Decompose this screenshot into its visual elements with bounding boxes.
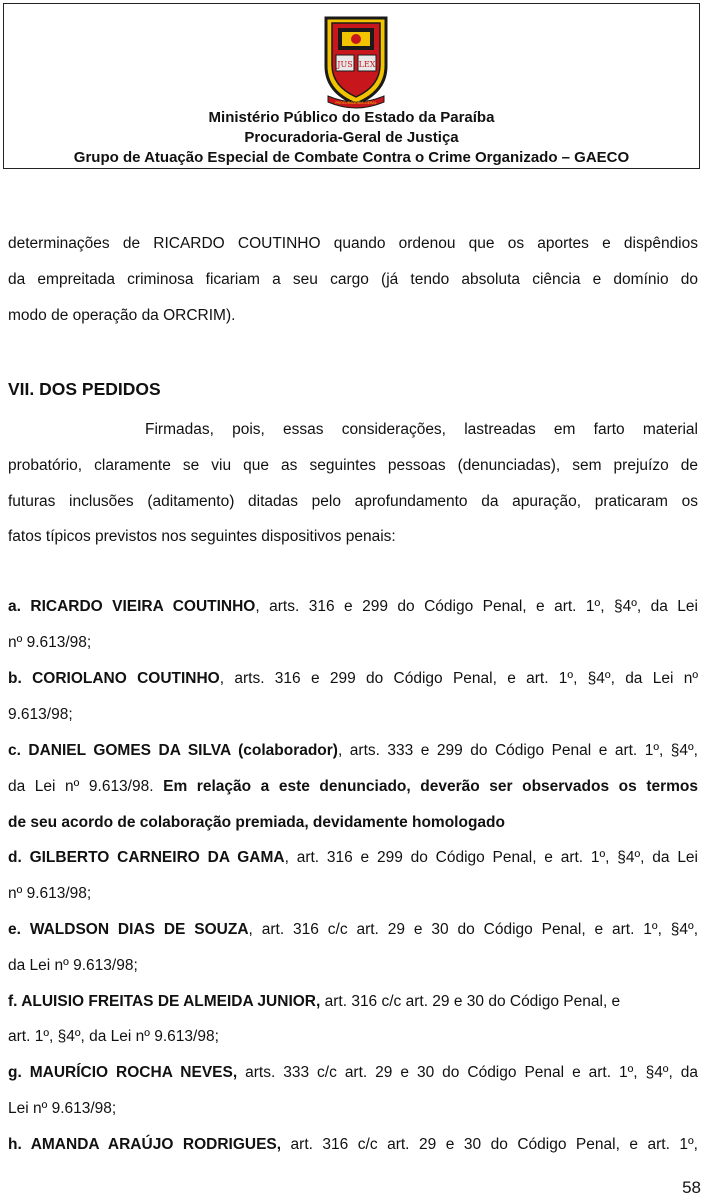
header-department: Procuradoria-Geral de Justiça	[244, 129, 459, 146]
defendant-name: h. AMANDA ARAÚJO RODRIGUES,	[8, 1136, 282, 1153]
list-item-d-cont: nº 9.613/98;	[8, 885, 92, 902]
paragraph-line-1: Firmadas, pois, essas considerações, lastreadas em farto material	[145, 421, 698, 438]
ministerio-publico-seal-icon	[322, 14, 390, 110]
svg-text:PROCURADORIA-GERAL: PROCURADORIA-GERAL	[335, 101, 377, 105]
list-item-g: g. MAURÍCIO ROCHA NEVES, arts. 333 c/c art. 29 e 30 do Código Penal e art. 1º, §4º, da	[8, 1064, 698, 1081]
list-item-a-cont: nº 9.613/98;	[8, 634, 92, 651]
intro-line-3: modo de operação da ORCRIM).	[8, 307, 236, 324]
list-item-a: a. RICARDO VIEIRA COUTINHO, arts. 316 e 299 do Código Penal, e art. 1º, §4º, da Lei	[8, 598, 698, 615]
intro-line-1: determinações de RICARDO COUTINHO quando ordenou que os aportes e dispêndios	[8, 235, 698, 252]
paragraph-line-3: futuras inclusões (aditamento) ditadas pelo aprofundamento da apuração, praticaram os	[8, 493, 698, 510]
list-item-e: e. WALDSON DIAS DE SOUZA, art. 316 c/c art. 29 e 30 do Código Penal, e art. 1º, §4º,	[8, 921, 698, 938]
list-item-c-note: de seu acordo de colaboração premiada, devidamente homologado	[8, 814, 505, 831]
defendant-name: e. WALDSON DIAS DE SOUZA	[8, 921, 249, 938]
svg-text:LEX: LEX	[358, 60, 376, 69]
svg-text:JUS: JUS	[337, 60, 353, 69]
list-item-e-cont: da Lei nº 9.613/98;	[8, 957, 138, 974]
list-item-d: d. GILBERTO CARNEIRO DA GAMA, art. 316 e 299 do Código Penal, e art. 1º, §4º, da Lei	[8, 849, 698, 866]
section-heading: VII. DOS PEDIDOS	[8, 379, 161, 399]
document-header	[3, 3, 700, 169]
defendant-name: g. MAURÍCIO ROCHA NEVES,	[8, 1064, 238, 1081]
page-number: 58	[682, 1178, 701, 1197]
list-item-b: b. CORIOLANO COUTINHO, arts. 316 e 299 do Código Penal, e art. 1º, §4º, da Lei nº	[8, 670, 698, 687]
list-item-f: f. ALUISIO FREITAS DE ALMEIDA JUNIOR, art. 316 c/c art. 29 e 30 do Código Penal, e	[8, 993, 621, 1010]
list-item-g-cont: Lei nº 9.613/98;	[8, 1100, 117, 1117]
list-item-f-cont: art. 1º, §4º, da Lei nº 9.613/98;	[8, 1028, 219, 1045]
header-institution: Ministério Público do Estado da Paraíba	[208, 109, 495, 126]
paragraph-line-2: probatório, claramente se viu que as seguintes pessoas (denunciadas), sem prejuízo de	[8, 457, 698, 474]
defendant-name: f. ALUISIO FREITAS DE ALMEIDA JUNIOR,	[8, 993, 321, 1010]
list-item-h: h. AMANDA ARAÚJO RODRIGUES, art. 316 c/c art. 29 e 30 do Código Penal, e art. 1º,	[8, 1136, 698, 1153]
list-item-c-cont: da Lei nº 9.613/98. Em relação a este denunciado, deverão ser observados os termos	[8, 778, 699, 795]
list-item-c: c. DANIEL GOMES DA SILVA (colaborador), arts. 333 e 299 do Código Penal e art. 1º, §4º,	[8, 742, 698, 759]
intro-line-2: da empreitada criminosa ficariam a seu cargo (já tendo absoluta ciência e domínio do	[8, 271, 698, 288]
list-item-b-cont: 9.613/98;	[8, 706, 73, 723]
defendant-name: a. RICARDO VIEIRA COUTINHO	[8, 598, 256, 615]
defendant-name: c. DANIEL GOMES DA SILVA (colaborador)	[8, 742, 338, 759]
defendant-name: b. CORIOLANO COUTINHO	[8, 670, 220, 687]
paragraph-line-4: fatos típicos previstos nos seguintes dispositivos penais:	[8, 528, 396, 545]
header-group: Grupo de Atuação Especial de Combate Contra o Crime Organizado – GAECO	[73, 149, 630, 166]
defendant-name: d. GILBERTO CARNEIRO DA GAMA	[8, 849, 285, 866]
